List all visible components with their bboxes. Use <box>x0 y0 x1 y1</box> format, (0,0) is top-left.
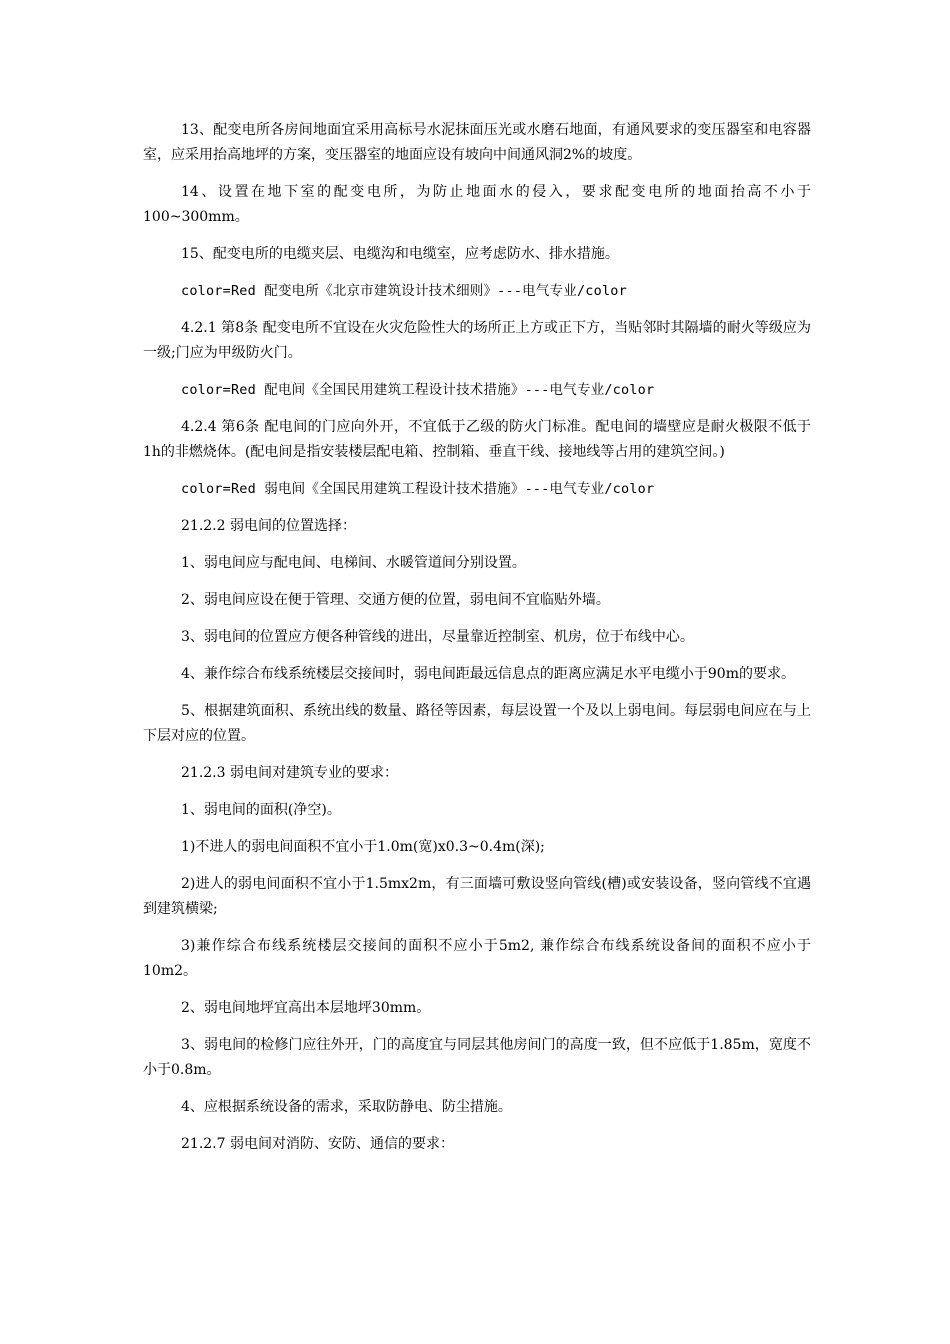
sub-item-walk-in-area: 2)进人的弱电间面积不宜小于1.5mx2m，有三面墙可敷设竖向管线(槽)或安装设备，竖向管线不宜遇到建筑横梁; <box>143 876 811 917</box>
document-body <box>143 118 811 1169</box>
list-item-access-door: 3、弱电间的检修门应往外开，门的高度宜与同层其他房间门的高度一致，但不应低于1.85m，宽度不小于0.8m。 <box>143 1037 811 1078</box>
paragraph-4-2-1-article-8: 4.2.1 第8条 配变电所不宜设在火灾危险性大的场所正上方或正下方，当贴邻时其隔墙的耐火等级应为一级;门应为甲级防火门。 <box>143 320 811 361</box>
sub-item-non-walk-in-area: 1)不进人的弱电间面积不宜小于1.0m(宽)x0.3~0.4m(深); <box>181 839 545 855</box>
section-heading-substation-beijing: color=Red 配变电所《北京市建筑设计技术细则》---电气专业/color <box>181 283 627 299</box>
list-item-location-convenience: 2、弱电间应设在便于管理、交通方便的位置，弱电间不宜临贴外墙。 <box>181 592 610 608</box>
paragraph-13-floor-finish: 13、配变电所各房间地面宜采用高标号水泥抹面压光或水磨石地面，有通风要求的变压器室和电容器室，应采用抬高地坪的方案，变压器室的地面应设有坡向中间通风洞2%的坡度。 <box>143 122 811 163</box>
list-item-per-floor-setup: 5、根据建筑面积、系统出线的数量、路径等因素，每层设置一个及以上弱电间。每层弱电间应在与上下层对应的位置。 <box>143 703 811 744</box>
list-item-separate-setup: 1、弱电间应与配电间、电梯间、水暖管道间分别设置。 <box>181 555 526 571</box>
paragraph-14-basement-floor-raise: 14、设置在地下室的配变电所，为防止地面水的侵入，要求配变电所的地面抬高不小于100~300mm。 <box>143 184 811 225</box>
clause-21-2-3-heading: 21.2.3 弱电间对建筑专业的要求： <box>181 765 398 781</box>
list-item-cabling-distance: 4、兼作综合布线系统楼层交接间时，弱电间距最远信息点的距离应满足水平电缆小于90m的要求。 <box>181 666 795 682</box>
section-heading-weak-current-room: color=Red 弱电间《全国民用建筑工程设计技术措施》---电气专业/color <box>181 481 655 497</box>
sub-item-cross-connect-area: 3)兼作综合布线系统楼层交接间的面积不应小于5m2, 兼作综合布线系统设备间的面积不应小于10m2。 <box>143 938 811 979</box>
list-item-antistatic-dust: 4、应根据系统设备的需求，采取防静电、防尘措施。 <box>181 1099 512 1115</box>
paragraph-15-cable-waterproofing: 15、配变电所的电缆夹层、电缆沟和电缆室，应考虑防水、排水措施。 <box>181 246 619 262</box>
list-item-room-area: 1、弱电间的面积(净空)。 <box>181 802 341 818</box>
section-heading-distribution-room: color=Red 配电间《全国民用建筑工程设计技术措施》---电气专业/color <box>181 382 655 398</box>
list-item-pipeline-access: 3、弱电间的位置应方便各种管线的进出，尽量靠近控制室、机房，位于布线中心。 <box>181 629 694 645</box>
clause-21-2-7-heading: 21.2.7 弱电间对消防、安防、通信的要求： <box>181 1136 454 1152</box>
list-item-floor-height: 2、弱电间地坪宜高出本层地坪30mm。 <box>181 1000 431 1016</box>
paragraph-4-2-4-article-6: 4.2.4 第6条 配电间的门应向外开，不宜低于乙级的防火门标准。配电间的墙壁应是耐火极限不低于1h的非燃烧体。(配电间是指安装楼层配电箱、控制箱、垂直干线、接地线等占用的建筑空间。) <box>143 419 811 460</box>
clause-21-2-2-heading: 21.2.2 弱电间的位置选择： <box>181 518 356 534</box>
